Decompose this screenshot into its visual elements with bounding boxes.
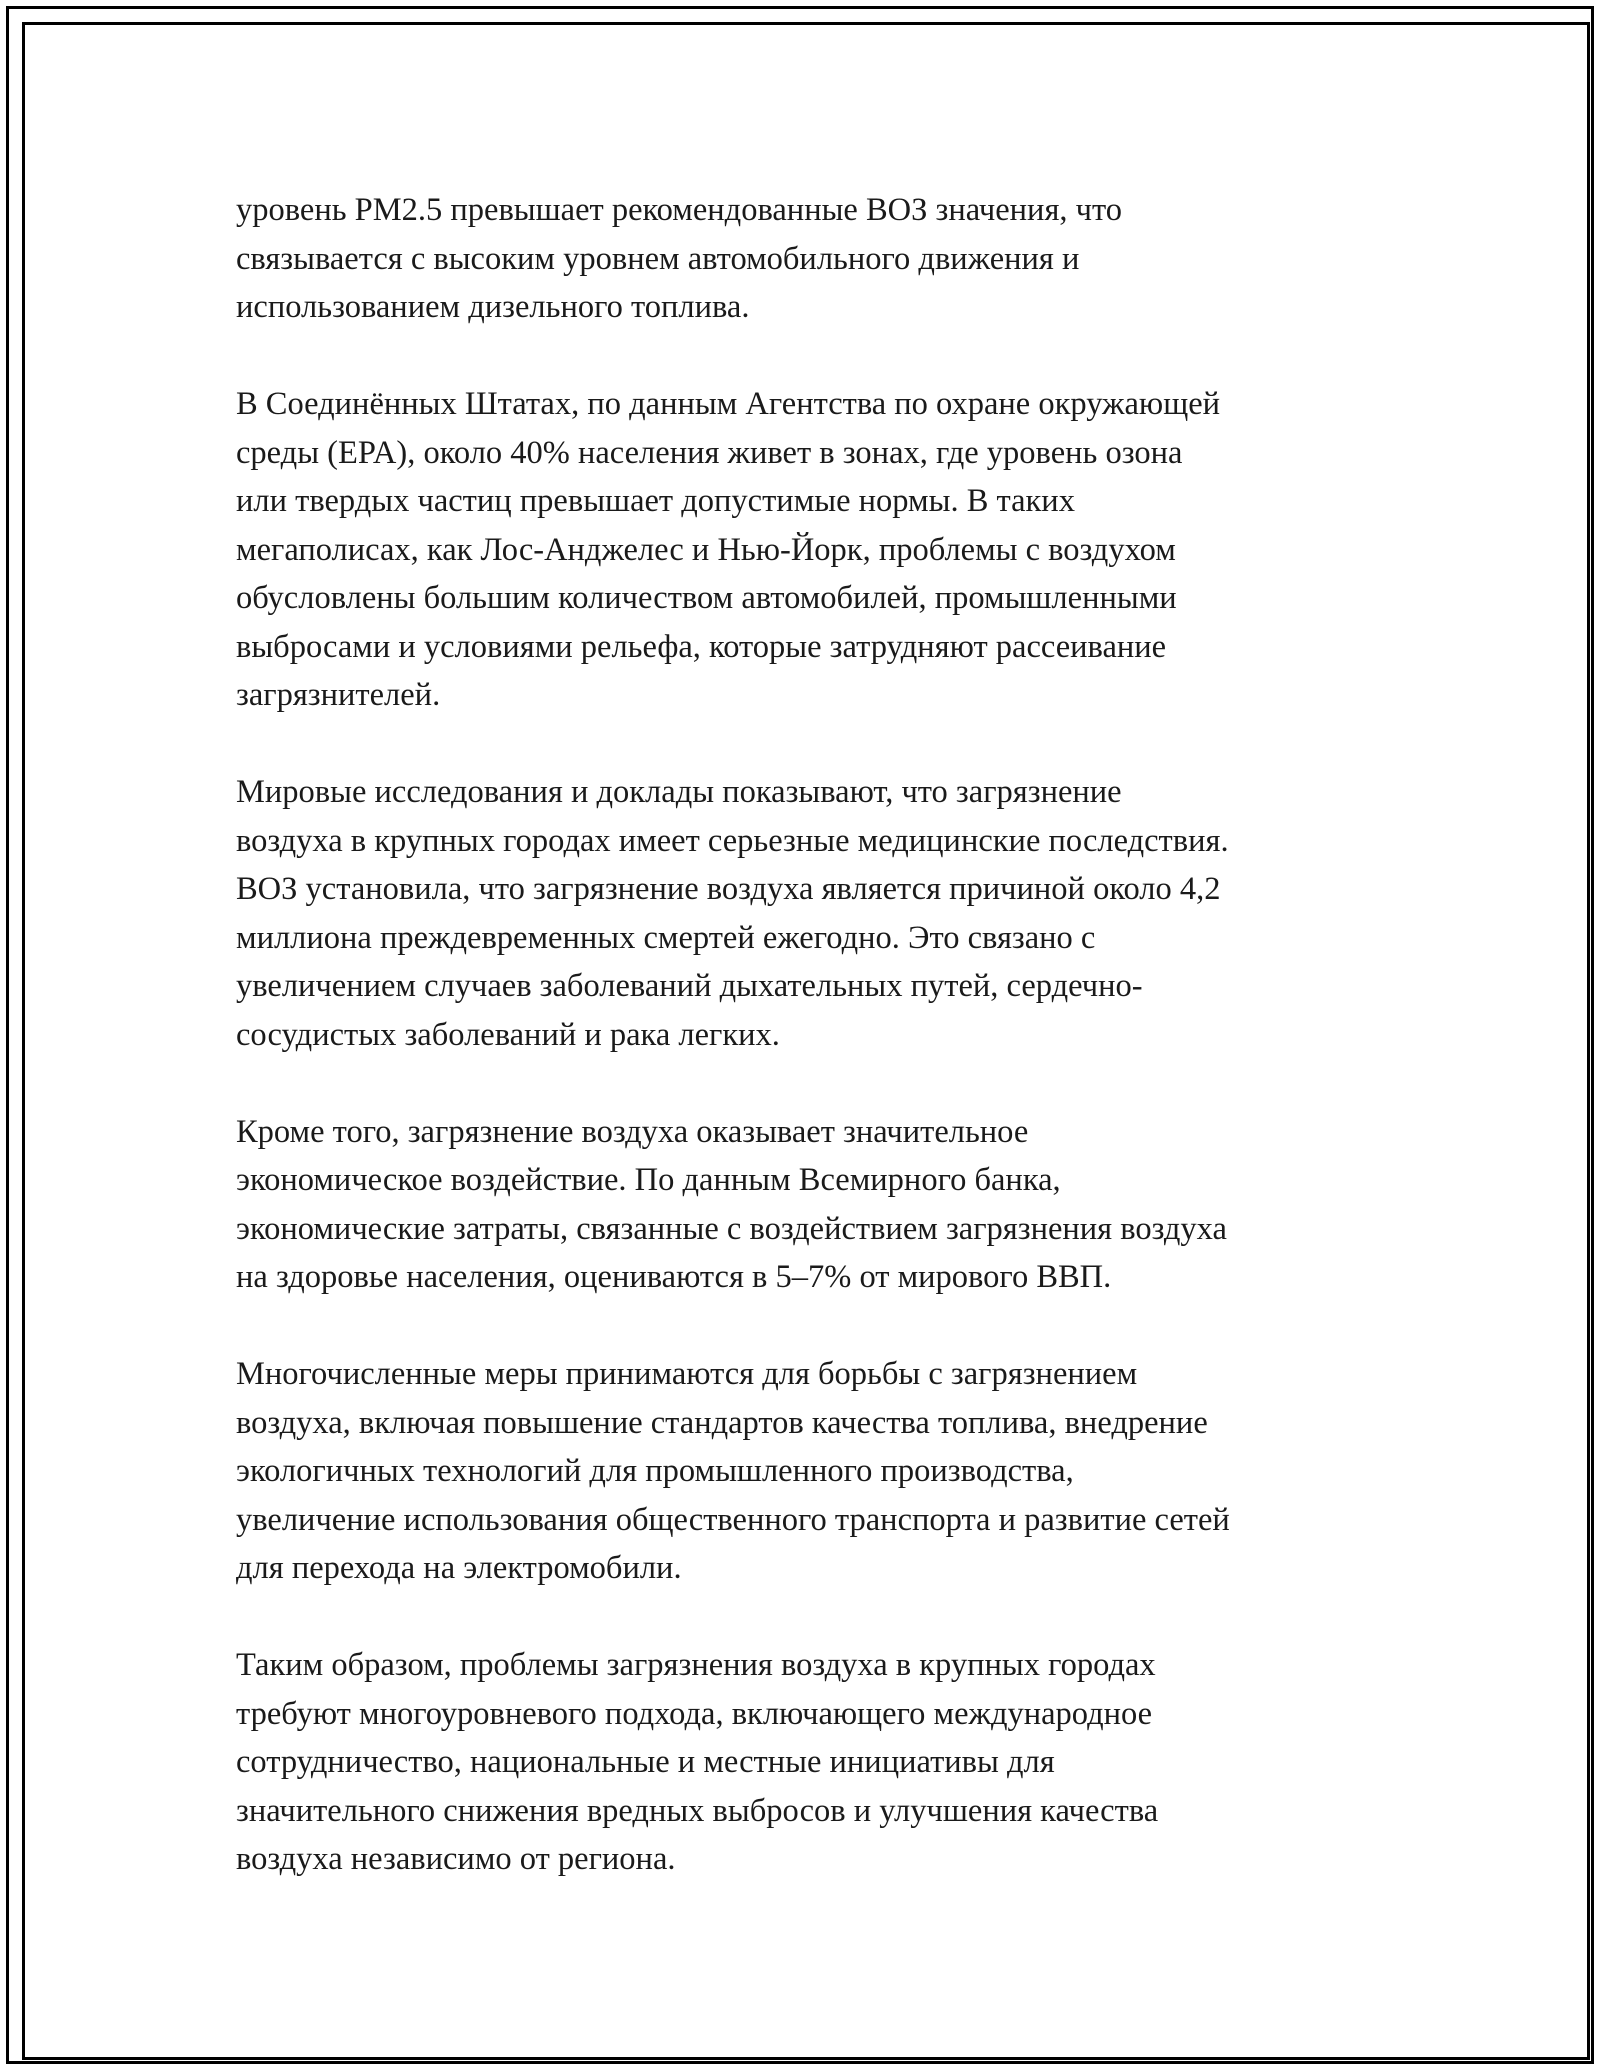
paragraph-health <box>236 768 1386 1059</box>
text-line: ВОЗ установила, что загрязнение воздуха является причиной около 4,2 <box>236 871 1221 907</box>
document-body <box>236 186 1386 1932</box>
paragraph-economy <box>236 1108 1386 1302</box>
text-line: значительного снижения вредных выбросов и улучшения качества <box>236 1792 1159 1829</box>
paragraph-pm25 <box>236 186 1386 332</box>
text-line: миллиона преждевременных смертей ежегодно. Это связано с <box>236 919 1096 956</box>
text-line: на здоровье населения, оцениваются в 5–7% от мирового ВВП. <box>236 1259 1112 1295</box>
text-line: связывается с высоким уровнем автомобильного движения и <box>236 240 1080 277</box>
text-line: Многочисленные меры принимаются для борьбы с загрязнением <box>236 1356 1138 1392</box>
text-line: экологичных технологий для промышленного производства, <box>236 1453 1074 1489</box>
paragraph-usa <box>236 380 1386 720</box>
text-line: экономические затраты, связанные с воздействием загрязнения воздуха <box>236 1210 1227 1247</box>
text-line: воздуха, включая повышение стандартов качества топлива, внедрение <box>236 1404 1208 1441</box>
paragraph-conclusion <box>236 1641 1386 1884</box>
text-line: мегаполисах, как Лос-Анджелес и Нью-Йорк, проблемы с воздухом <box>236 531 1176 568</box>
text-line: сотрудничество, национальные и местные инициативы для <box>236 1744 1055 1780</box>
text-line: требуют многоуровневого подхода, включающего международное <box>236 1695 1153 1732</box>
text-line: выбросами и условиями рельефа, которые затрудняют рассеивание <box>236 628 1167 665</box>
text-line: или твердых частиц превышает допустимые нормы. В таких <box>236 483 1075 519</box>
text-line: для перехода на электромобили. <box>236 1550 682 1586</box>
paragraph-measures <box>236 1350 1386 1593</box>
text-line: увеличение использования общественного транспорта и развитие сетей <box>236 1501 1230 1538</box>
text-line: загрязнителей. <box>236 677 441 713</box>
text-line: сосудистых заболеваний и рака легких. <box>236 1016 780 1053</box>
text-line: воздуха в крупных городах имеет серьезные медицинские последствия. <box>236 822 1229 859</box>
text-line: экономическое воздействие. По данным Всемирного банка, <box>236 1162 1061 1198</box>
text-line: Кроме того, загрязнение воздуха оказывает значительное <box>236 1113 1029 1150</box>
text-line: использованием дизельного топлива. <box>236 289 750 325</box>
text-line: уровень PM2.5 превышает рекомендованные ВОЗ значения, что <box>236 192 1123 228</box>
text-line: обусловлены большим количеством автомобилей, промышленными <box>236 580 1177 616</box>
text-line: В Соединённых Штатах, по данным Агентства по охране окружающей <box>236 386 1221 422</box>
text-line: Мировые исследования и доклады показывают, что загрязнение <box>236 774 1122 810</box>
text-line: Таким образом, проблемы загрязнения воздуха в крупных городах <box>236 1647 1156 1683</box>
text-line: среды (EPA), около 40% населения живет в зонах, где уровень озона <box>236 434 1183 471</box>
text-line: воздуха независимо от региона. <box>236 1841 676 1877</box>
text-line: увеличением случаев заболеваний дыхательных путей, сердечно- <box>236 968 1143 1004</box>
